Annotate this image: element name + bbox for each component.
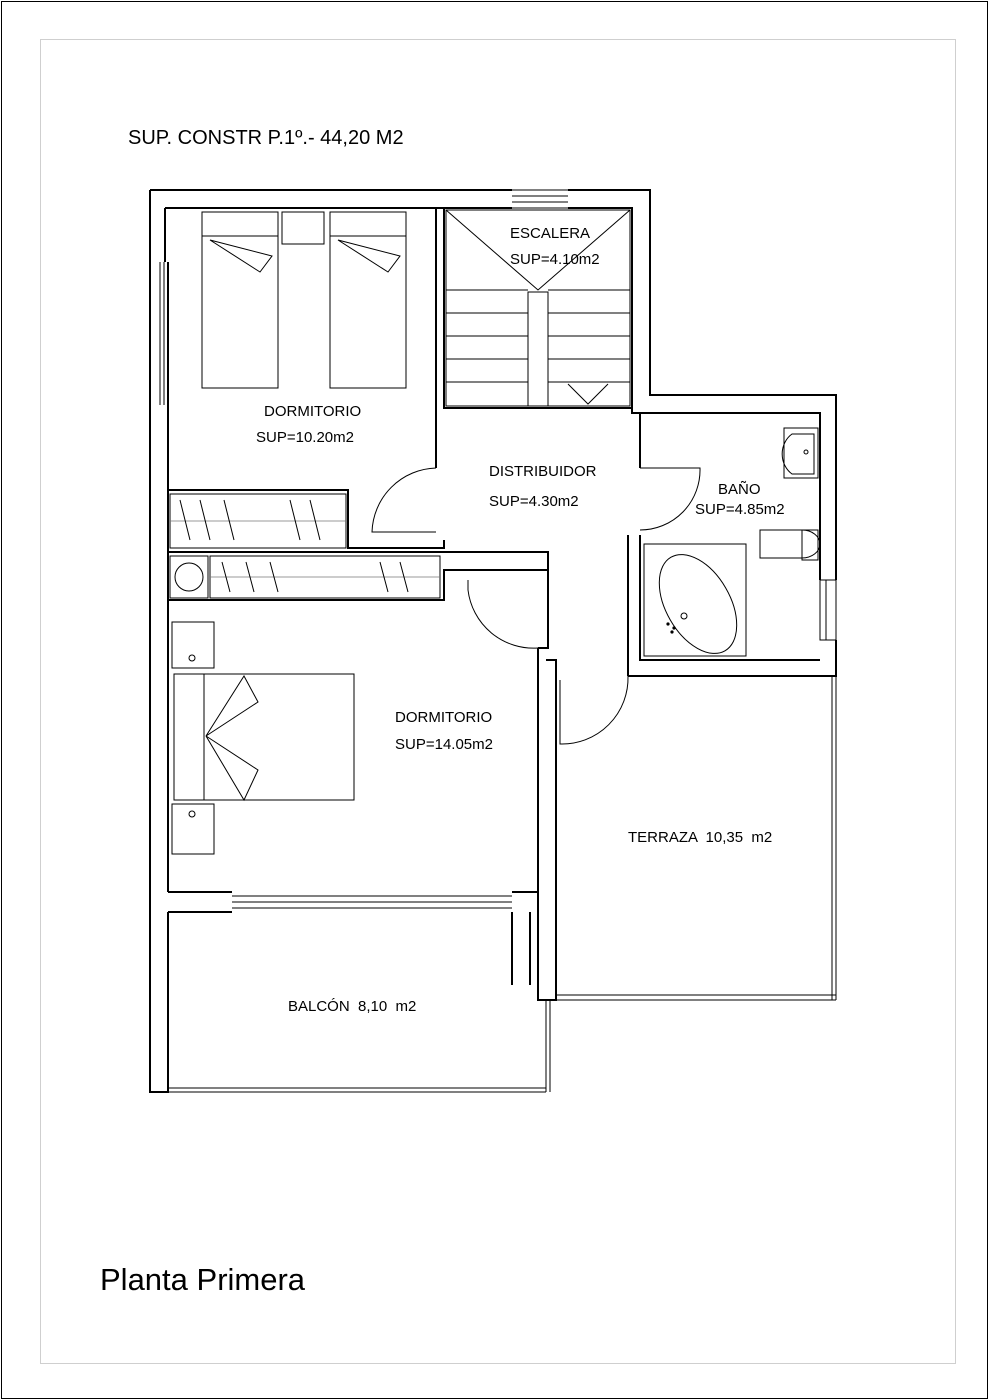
plan-title: Planta Primera bbox=[100, 1262, 306, 1297]
built-area-label: SUP. CONSTR P.1º.- 44,20 M2 bbox=[128, 127, 404, 149]
dormitorio-1-name: DORMITORIO bbox=[264, 403, 362, 420]
bedroom-1-furniture bbox=[170, 212, 406, 548]
terraza-label: TERRAZA 10,35 m2 bbox=[628, 829, 773, 846]
bano-name: BAÑO bbox=[718, 481, 761, 498]
balcon-label: BALCÓN 8,10 m2 bbox=[288, 998, 417, 1015]
outer-walls bbox=[150, 190, 836, 1092]
bathroom-fixtures bbox=[643, 428, 820, 667]
distribuidor-area: SUP=4.30m2 bbox=[489, 493, 579, 510]
bano-area: SUP=4.85m2 bbox=[695, 501, 785, 518]
dormitorio-2-name: DORMITORIO bbox=[395, 709, 493, 726]
distribuidor-name: DISTRIBUIDOR bbox=[489, 463, 597, 480]
escalera-name: ESCALERA bbox=[510, 225, 591, 242]
dormitorio-2-area: SUP=14.05m2 bbox=[395, 736, 493, 753]
dormitorio-1-area: SUP=10.20m2 bbox=[256, 429, 354, 446]
escalera-area: SUP=4.10m2 bbox=[510, 251, 600, 268]
